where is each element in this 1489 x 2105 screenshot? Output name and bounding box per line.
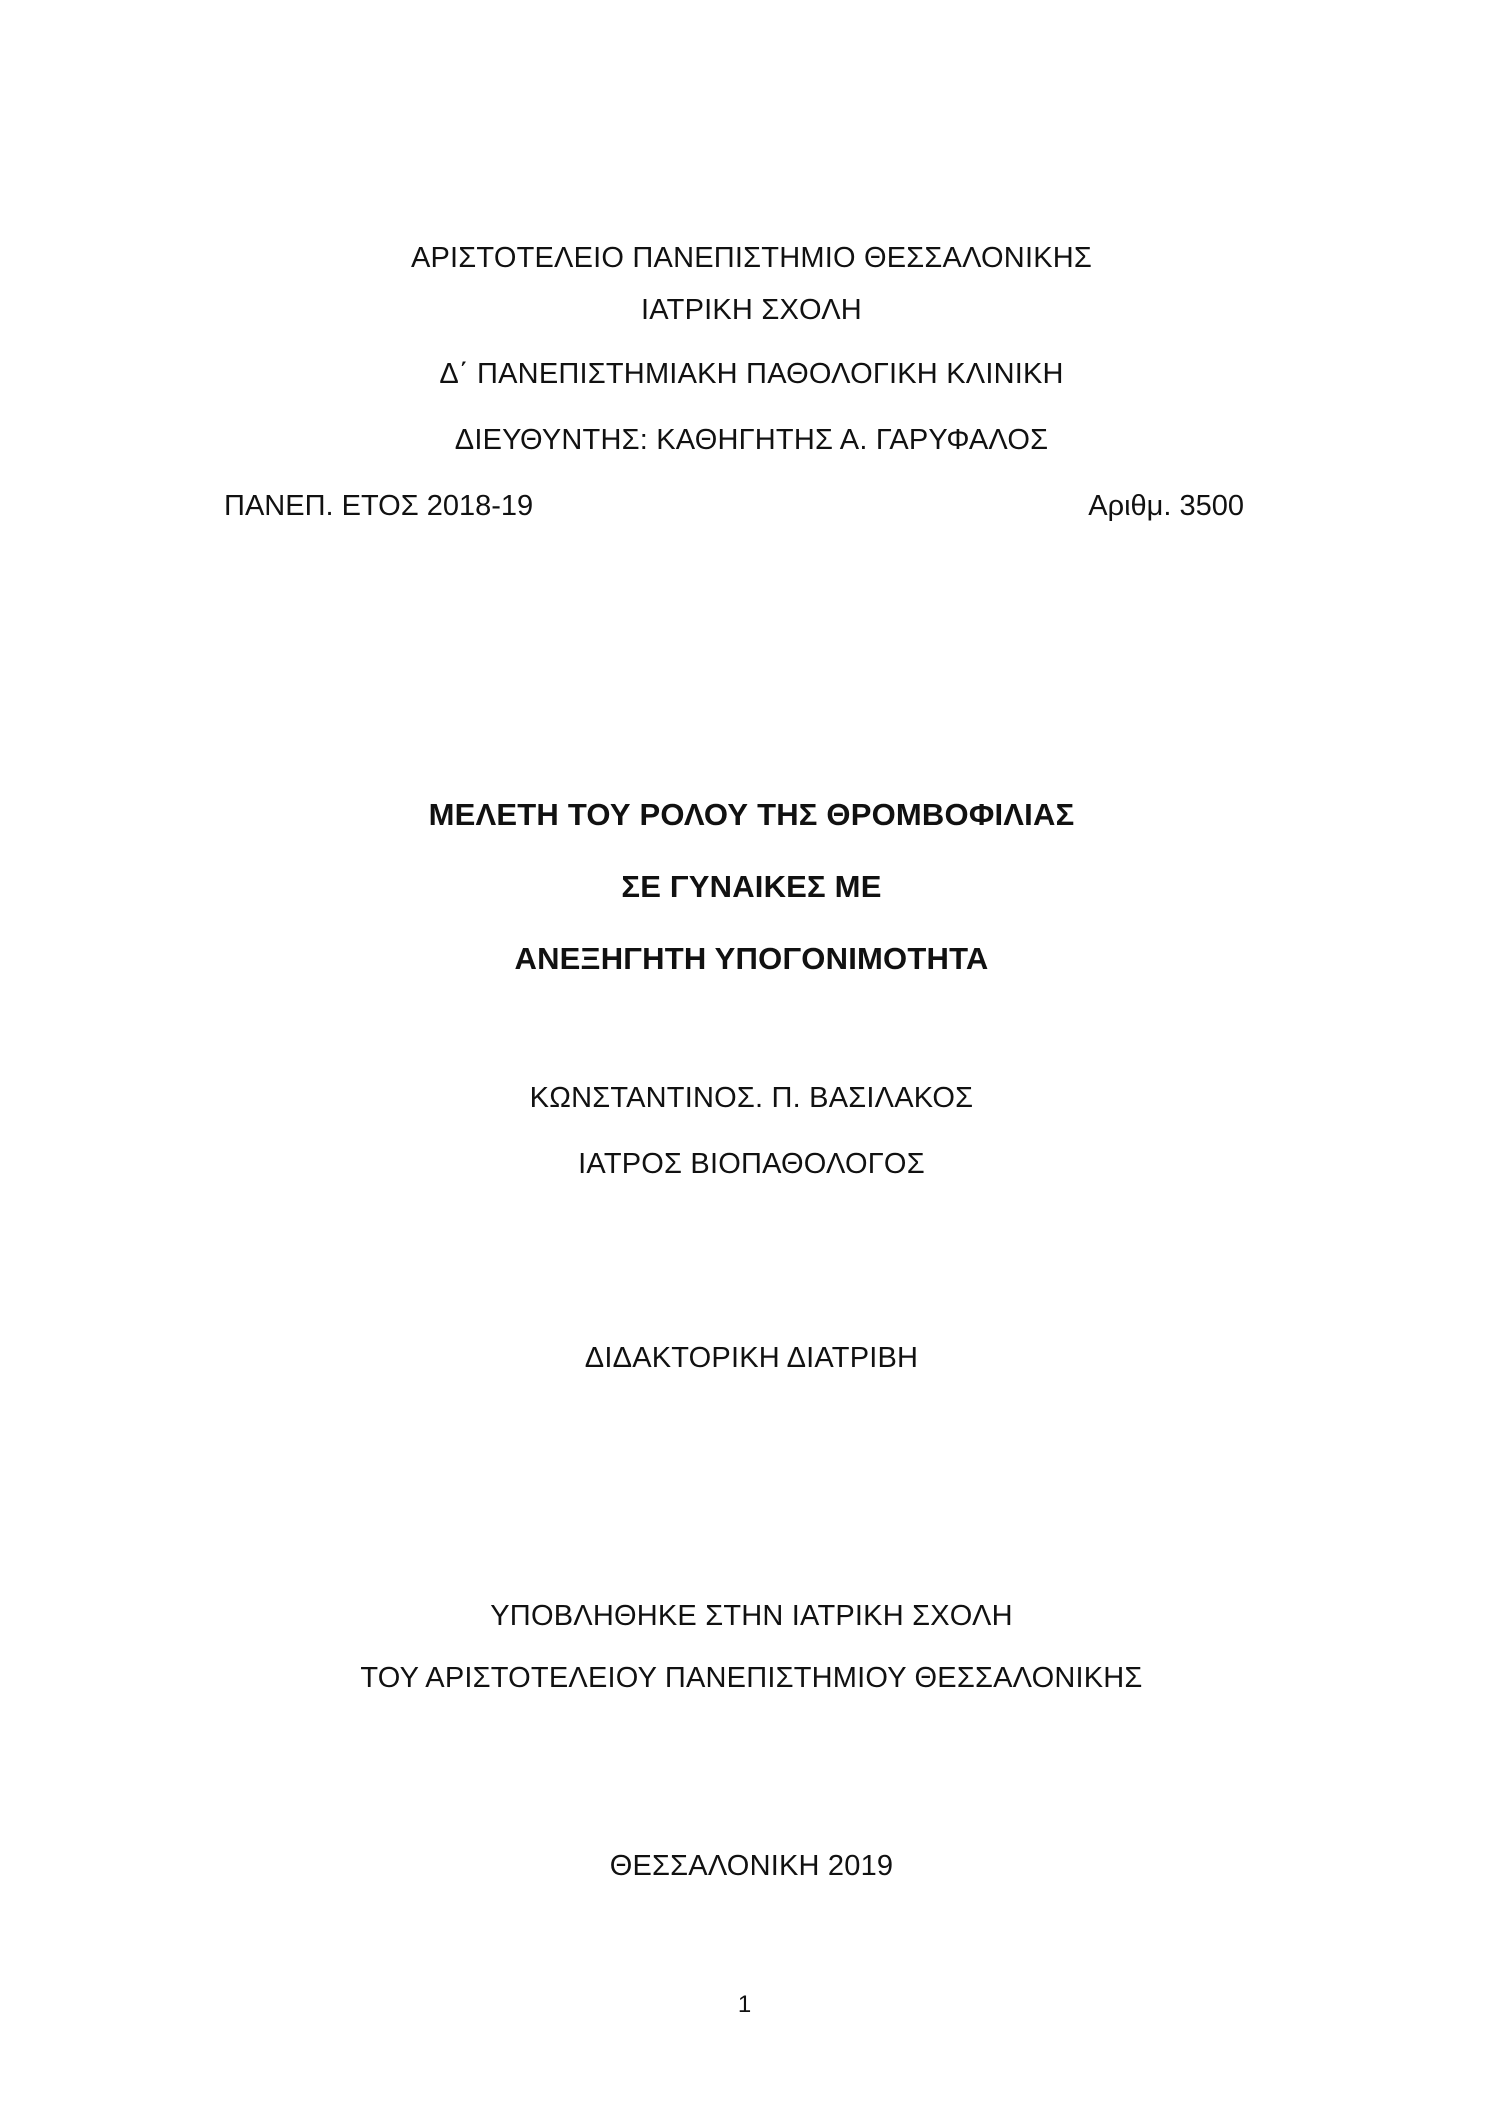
school-name: ΙΑΤΡΙΚΗ ΣΧΟΛΗ (641, 294, 862, 326)
thesis-title-line-3: ΑΝΕΞΗΓΗΤΗ ΥΠΟΓΟΝΙΜΟΤΗΤΑ (514, 941, 989, 976)
submission-line-1: ΥΠΟΒΛΗΘΗΚΕ ΣΤΗΝ ΙΑΤΡΙΚΗ ΣΧΟΛΗ (490, 1600, 1013, 1632)
clinic-name: Δ΄ ΠΑΝΕΠΙΣΤΗΜΙΑΚΗ ΠΑΘΟΛΟΓΙΚΗ ΚΛΙΝΙΚΗ (439, 358, 1064, 390)
director-line: ΔΙΕΥΘΥΝΤΗΣ: ΚΑΘΗΓΗΤΗΣ Α. ΓΑΡΥΦΑΛΟΣ (454, 424, 1049, 456)
university-name: ΑΡΙΣΤΟΤΕΛΕΙΟ ΠΑΝΕΠΙΣΤΗΜΙΟ ΘΕΣΣΑΛΟΝΙΚΗΣ (410, 242, 1093, 274)
author-name: ΚΩΝΣΤΑΝΤΙΝΟΣ. Π. ΒΑΣΙΛΑΚΟΣ (529, 1082, 974, 1114)
page-number: 1 (737, 1991, 752, 2018)
academic-year: ΠΑΝΕΠ. ΕΤΟΣ 2018-19 (224, 490, 534, 522)
place-and-date: ΘΕΣΣΑΛΟΝΙΚΗ 2019 (609, 1850, 894, 1882)
document-number: Αριθμ. 3500 (1088, 490, 1244, 522)
submission-line-2: ΤΟΥ ΑΡΙΣΤΟΤΕΛΕΙΟΥ ΠΑΝΕΠΙΣΤΗΜΙΟΥ ΘΕΣΣΑΛΟΝΙΚΗΣ (360, 1662, 1143, 1694)
thesis-title-line-2: ΣΕ ΓΥΝΑΙΚΕΣ ΜΕ (621, 869, 882, 904)
author-profession: ΙΑΤΡΟΣ ΒΙΟΠΑΘΟΛΟΓΟΣ (578, 1148, 925, 1180)
thesis-title-line-1: ΜΕΛΕΤΗ ΤΟΥ ΡΟΛΟΥ ΤΗΣ ΘΡΟΜΒΟΦΙΛΙΑΣ (428, 797, 1075, 832)
document-type: ΔΙΔΑΚΤΟΡΙΚΗ ΔΙΑΤΡΙΒΗ (584, 1342, 919, 1374)
